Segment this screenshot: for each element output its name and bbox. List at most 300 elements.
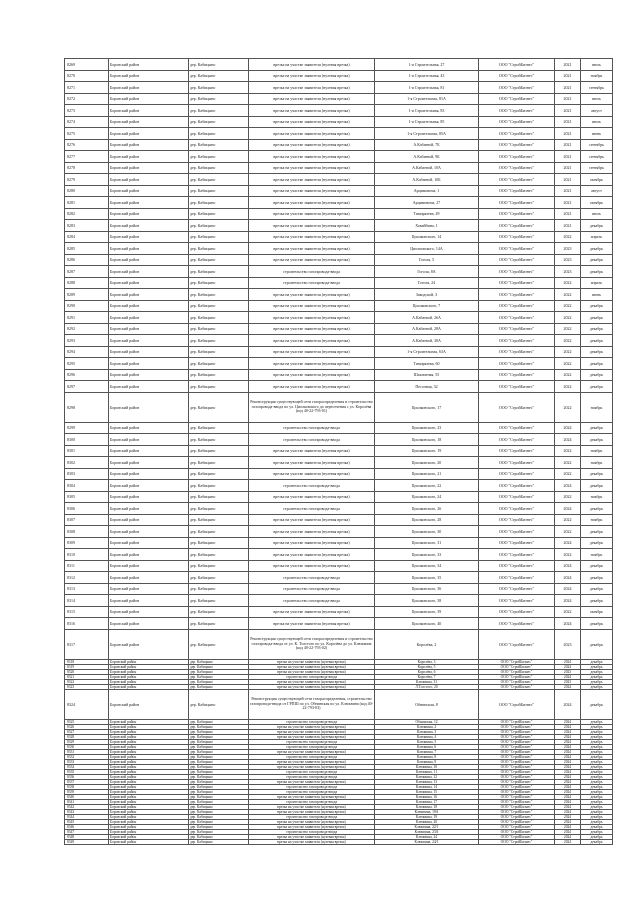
locality-cell: дер. Кабицыно [189, 749, 249, 754]
year-cell: 2024 [555, 774, 581, 779]
contractor-cell: ООО "СтройБизнес" [479, 804, 555, 809]
address-cell: 1-я Строительная, 81 [375, 82, 479, 94]
contractor-cell: ООО "СтройБизнес" [479, 834, 555, 839]
district-cell: Боровский район [109, 572, 189, 584]
contractor-cell: ООО "СтройБизнес" [479, 669, 555, 674]
district-cell: Боровский район [109, 719, 189, 724]
year-cell: 2023 [555, 629, 581, 659]
address-cell: 1-я Строительная, 63А [375, 346, 479, 358]
table-row [65, 208, 613, 220]
month-cell: ноябрь [581, 445, 613, 457]
address-cell: Клюквина, 12 [375, 774, 479, 779]
row-number: 8345 [65, 819, 109, 824]
table-row [65, 335, 613, 347]
locality-cell: дер. Кабицыно [189, 769, 249, 774]
address-cell: Королёва, 3 [375, 659, 479, 664]
contractor-cell: ООО "СтройБизнес" [479, 824, 555, 829]
address-cell: А.Кабаевой, 30А [375, 335, 479, 347]
address-cell: А.Кабаевой, 26А [375, 312, 479, 324]
month-cell: декабрь [581, 674, 613, 679]
work-type-cell: врезка на участке заявителя (нулевая врезка) [249, 335, 375, 347]
month-cell: декабрь [581, 684, 613, 689]
row-number: 8332 [65, 754, 109, 759]
work-type-cell: врезка на участке заявителя (нулевая врезка) [249, 300, 375, 312]
district-cell: Боровский район [109, 764, 189, 769]
row-number: 8305 [65, 491, 109, 503]
row-number: 8279 [65, 174, 109, 186]
work-type-cell: строительство газопровода-ввода [249, 422, 375, 434]
work-type-cell: строительство газопровода-ввода [249, 829, 375, 834]
works-table [64, 58, 613, 845]
district-cell: Боровский район [109, 824, 189, 829]
district-cell: Боровский район [109, 537, 189, 549]
address-cell: Циолковского, 40 [375, 618, 479, 630]
year-cell: 2022 [555, 289, 581, 301]
year-cell: 2024 [555, 422, 581, 434]
district-cell: Боровский район [109, 422, 189, 434]
contractor-cell: ООО "СтройБизнес" [479, 729, 555, 734]
work-type-cell: врезка на участке заявителя (нулевая врезка) [249, 197, 375, 209]
contractor-cell: ООО "СтройБизнес" [479, 139, 555, 151]
work-type-cell: строительство газопровода-ввода [249, 789, 375, 794]
address-cell: Ховайбина, 1 [375, 220, 479, 232]
month-cell: декабрь [581, 734, 613, 739]
work-type-cell: врезка на участке заявителя (нулевая врезка) [249, 729, 375, 734]
row-number: 8327 [65, 729, 109, 734]
address-cell: Циолковского, 22 [375, 480, 479, 492]
district-cell: Боровский район [109, 839, 189, 844]
address-cell: Циолковского, 14А [375, 243, 479, 255]
month-cell: декабрь [581, 814, 613, 819]
row-number: 8336 [65, 774, 109, 779]
table-row [65, 560, 613, 572]
contractor-cell: ООО "СтройБизнес" [479, 809, 555, 814]
work-type-cell: врезка на участке заявителя (нулевая врезка) [249, 82, 375, 94]
work-type-cell: врезка на участке заявителя (нулевая врезка) [249, 724, 375, 729]
year-cell: 2021 [555, 70, 581, 82]
locality-cell: дер. Кабицыно [189, 422, 249, 434]
district-cell: Боровский район [109, 254, 189, 266]
address-cell: Клюквина, 18 [375, 804, 479, 809]
contractor-cell: ООО "СтройБизнес" [479, 266, 555, 278]
row-number: 8334 [65, 764, 109, 769]
year-cell: 2022 [555, 358, 581, 370]
address-cell: Клюквина, 19 [375, 814, 479, 819]
year-cell: 2022 [555, 300, 581, 312]
year-cell: 2023 [555, 243, 581, 255]
work-type-cell: врезка на участке заявителя (нулевая врезка) [249, 819, 375, 824]
address-cell: Гоголя, 8А [375, 266, 479, 278]
year-cell: 2024 [555, 789, 581, 794]
year-cell: 2022 [555, 346, 581, 358]
locality-cell: дер. Кабицыно [189, 174, 249, 186]
work-type-cell: строительство газопровода-ввода [249, 799, 375, 804]
contractor-cell: ООО "СтройБизнес" [479, 243, 555, 255]
month-cell: декабрь [581, 618, 613, 630]
work-type-cell: врезка на участке заявителя (нулевая врезка) [249, 457, 375, 469]
district-cell: Боровский район [109, 754, 189, 759]
month-cell: декабрь [581, 724, 613, 729]
month-cell: октябрь [581, 197, 613, 209]
address-cell: Циолковского, 34 [375, 560, 479, 572]
address-cell: 1-я Строительная, 27 [375, 59, 479, 71]
month-cell: июнь [581, 128, 613, 140]
contractor-cell: ООО "СтройБизнес" [479, 480, 555, 492]
district-cell: Боровский район [109, 116, 189, 128]
month-cell: декабрь [581, 254, 613, 266]
contractor-cell: ООО "СтройБизнес" [479, 689, 555, 719]
row-number: 8289 [65, 289, 109, 301]
district-cell: Боровский район [109, 514, 189, 526]
month-cell: декабрь [581, 779, 613, 784]
month-cell: декабрь [581, 422, 613, 434]
table-row [65, 381, 613, 393]
year-cell: 2024 [555, 834, 581, 839]
district-cell: Боровский район [109, 749, 189, 754]
work-type-cell: строительство газопровода-ввода [249, 674, 375, 679]
locality-cell: дер. Кабицыно [189, 381, 249, 393]
address-cell: Клюквина, 4 [375, 734, 479, 739]
district-cell: Боровский район [109, 674, 189, 679]
row-number: 8325 [65, 719, 109, 724]
district-cell: Боровский район [109, 804, 189, 809]
contractor-cell: ООО "СтройБизнес" [479, 70, 555, 82]
district-cell: Боровский район [109, 323, 189, 335]
row-number: 8269 [65, 59, 109, 71]
locality-cell: дер. Кабицыно [189, 606, 249, 618]
month-cell: декабрь [581, 669, 613, 674]
address-cell: Л.Толстого, 20 [375, 684, 479, 689]
contractor-cell: ООО "СтройБизнес" [479, 734, 555, 739]
row-number: 8270 [65, 70, 109, 82]
row-number: 8280 [65, 185, 109, 197]
row-number: 8293 [65, 335, 109, 347]
district-cell: Боровский район [109, 739, 189, 744]
month-cell: сентябрь [581, 162, 613, 174]
locality-cell: дер. Кабицыно [189, 679, 249, 684]
table-row [65, 346, 613, 358]
row-number: 8341 [65, 799, 109, 804]
year-cell: 2022 [555, 549, 581, 561]
work-type-cell: врезка на участке заявителя (нулевая врезка) [249, 346, 375, 358]
year-cell: 2024 [555, 595, 581, 607]
month-cell: сентябрь [581, 82, 613, 94]
locality-cell: дер. Кабицыно [189, 59, 249, 71]
year-cell: 2024 [555, 804, 581, 809]
work-type-cell: строительство газопровода-ввода [249, 769, 375, 774]
table-row [65, 491, 613, 503]
locality-cell: дер. Кабицыно [189, 595, 249, 607]
district-cell: Боровский район [109, 629, 189, 659]
row-number: 8319 [65, 664, 109, 669]
table-row [65, 457, 613, 469]
year-cell: 2022 [555, 491, 581, 503]
contractor-cell: ООО "СтройБизнес" [479, 674, 555, 679]
work-type-cell: врезка на участке заявителя (нулевая врезка) [249, 70, 375, 82]
locality-cell: дер. Кабицыно [189, 754, 249, 759]
row-number: 8274 [65, 116, 109, 128]
month-cell: декабрь [581, 312, 613, 324]
contractor-cell: ООО "СтройБизнес" [479, 514, 555, 526]
table-row [65, 369, 613, 381]
contractor-cell: ООО "СтройБизнес" [479, 814, 555, 819]
row-number: 8330 [65, 744, 109, 749]
row-number: 8315 [65, 606, 109, 618]
locality-cell: дер. Кабицыно [189, 759, 249, 764]
row-number: 8309 [65, 537, 109, 549]
work-type-cell: Реконструкция существующей сети газораспределения и строительство газопровода-ввода по ул. Циолковского до пересечения с ул. Королёва (код 40-22-793-01) [249, 392, 375, 422]
year-cell: 2024 [555, 664, 581, 669]
district-cell: Боровский район [109, 480, 189, 492]
month-cell: декабрь [581, 369, 613, 381]
month-cell: декабрь [581, 503, 613, 515]
row-number: 8288 [65, 277, 109, 289]
year-cell: 2024 [555, 759, 581, 764]
year-cell: 2024 [555, 434, 581, 446]
district-cell: Боровский район [109, 381, 189, 393]
contractor-cell: ООО "СтройБизнес" [479, 312, 555, 324]
work-type-cell: врезка на участке заявителя (нулевая врезка) [249, 231, 375, 243]
contractor-cell: ООО "СтройБизнес" [479, 381, 555, 393]
district-cell: Боровский район [109, 335, 189, 347]
work-type-cell: врезка на участке заявителя (нулевая врезка) [249, 468, 375, 480]
year-cell: 2022 [555, 369, 581, 381]
district-cell: Боровский район [109, 312, 189, 324]
address-cell: Клюквина, 14 [375, 784, 479, 789]
contractor-cell: ООО "СтройБизнес" [479, 595, 555, 607]
month-cell: декабрь [581, 689, 613, 719]
row-number: 8313 [65, 583, 109, 595]
row-number: 8326 [65, 724, 109, 729]
district-cell: Боровский район [109, 277, 189, 289]
address-cell: Обнинская, 8 [375, 689, 479, 719]
work-type-cell: врезка на участке заявителя (нулевая врезка) [249, 220, 375, 232]
locality-cell: дер. Кабицыно [189, 116, 249, 128]
row-number: 8285 [65, 243, 109, 255]
table-row [65, 266, 613, 278]
row-number: 8278 [65, 162, 109, 174]
year-cell: 2021 [555, 197, 581, 209]
district-cell: Боровский район [109, 724, 189, 729]
work-type-cell: врезка на участке заявителя (нулевая врезка) [249, 59, 375, 71]
month-cell: декабрь [581, 526, 613, 538]
year-cell: 2024 [555, 829, 581, 834]
table-row [65, 549, 613, 561]
locality-cell: дер. Кабицыно [189, 779, 249, 784]
locality-cell: дер. Кабицыно [189, 819, 249, 824]
address-cell: Циолковского, 23 [375, 422, 479, 434]
district-cell: Боровский район [109, 491, 189, 503]
table-row [65, 128, 613, 140]
district-cell: Боровский район [109, 734, 189, 739]
work-type-cell: врезка на участке заявителя (нулевая врезка) [249, 289, 375, 301]
work-type-cell: врезка на участке заявителя (нулевая врезка) [249, 369, 375, 381]
row-number: 8338 [65, 784, 109, 789]
address-cell: Гоголя, 24 [375, 277, 479, 289]
table-row [65, 220, 613, 232]
work-type-cell: врезка на участке заявителя (нулевая врезка) [249, 618, 375, 630]
contractor-cell: ООО "СтройБизнес" [479, 549, 555, 561]
year-cell: 2024 [555, 480, 581, 492]
month-cell: декабрь [581, 335, 613, 347]
month-cell: июнь [581, 289, 613, 301]
district-cell: Боровский район [109, 784, 189, 789]
row-number: 8320 [65, 669, 109, 674]
district-cell: Боровский район [109, 809, 189, 814]
address-cell: 1-я Строительная, 43 [375, 70, 479, 82]
table-row [65, 583, 613, 595]
locality-cell: дер. Кабицыно [189, 537, 249, 549]
district-cell: Боровский район [109, 185, 189, 197]
locality-cell: дер. Кабицыно [189, 491, 249, 503]
locality-cell: дер. Кабицыно [189, 729, 249, 734]
district-cell: Боровский район [109, 82, 189, 94]
year-cell: 2021 [555, 105, 581, 117]
contractor-cell: ООО "СтройБизнес" [479, 618, 555, 630]
locality-cell: дер. Кабицыно [189, 514, 249, 526]
district-cell: Боровский район [109, 346, 189, 358]
work-type-cell: строительство газопровода-ввода [249, 754, 375, 759]
address-cell: Циолковского, 31 [375, 537, 479, 549]
district-cell: Боровский район [109, 93, 189, 105]
district-cell: Боровский район [109, 794, 189, 799]
district-cell: Боровский район [109, 684, 189, 689]
row-number: 8294 [65, 346, 109, 358]
row-number: 8307 [65, 514, 109, 526]
month-cell: декабрь [581, 754, 613, 759]
contractor-cell: ООО "СтройБизнес" [479, 629, 555, 659]
locality-cell: дер. Кабицыно [189, 231, 249, 243]
row-number: 8339 [65, 789, 109, 794]
month-cell: декабрь [581, 774, 613, 779]
locality-cell: дер. Кабицыно [189, 526, 249, 538]
row-number: 8282 [65, 208, 109, 220]
year-cell: 2024 [555, 739, 581, 744]
work-type-cell: врезка на участке заявителя (нулевая врезка) [249, 151, 375, 163]
work-type-cell: врезка на участке заявителя (нулевая врезка) [249, 526, 375, 538]
district-cell: Боровский район [109, 59, 189, 71]
year-cell: 2021 [555, 151, 581, 163]
row-number: 8283 [65, 220, 109, 232]
contractor-cell: ООО "СтройБизнес" [479, 468, 555, 480]
year-cell: 2021 [555, 59, 581, 71]
district-cell: Боровский район [109, 162, 189, 174]
month-cell: октябрь [581, 174, 613, 186]
row-number: 8349 [65, 839, 109, 844]
year-cell: 2023 [555, 679, 581, 684]
district-cell: Боровский район [109, 220, 189, 232]
year-cell: 2022 [555, 231, 581, 243]
row-number: 8273 [65, 105, 109, 117]
work-type-cell: врезка на участке заявителя (нулевая врезка) [249, 243, 375, 255]
row-number: 8287 [65, 266, 109, 278]
year-cell: 2024 [555, 659, 581, 664]
row-number: 8300 [65, 434, 109, 446]
year-cell: 2024 [555, 560, 581, 572]
district-cell: Боровский район [109, 105, 189, 117]
address-cell: Циолковского, 21 [375, 468, 479, 480]
row-number: 8329 [65, 739, 109, 744]
address-cell: Клюквина, 16 [375, 794, 479, 799]
locality-cell: дер. Кабицыно [189, 208, 249, 220]
table-row [65, 185, 613, 197]
year-cell: 2021 [555, 220, 581, 232]
address-cell: Циолковского, 33 [375, 549, 479, 561]
address-cell: Клюквина, 7 [375, 749, 479, 754]
year-cell: 2024 [555, 729, 581, 734]
table-row [65, 358, 613, 370]
month-cell: декабрь [581, 243, 613, 255]
locality-cell: дер. Кабицыно [189, 839, 249, 844]
district-cell: Боровский район [109, 174, 189, 186]
district-cell: Боровский район [109, 769, 189, 774]
year-cell: 2022 [555, 381, 581, 393]
locality-cell: дер. Кабицыно [189, 392, 249, 422]
row-number: 8306 [65, 503, 109, 515]
row-number: 8281 [65, 197, 109, 209]
contractor-cell: ООО "СтройБизнес" [479, 289, 555, 301]
work-type-cell: строительство газопровода-ввода [249, 814, 375, 819]
contractor-cell: ООО "СтройБизнес" [479, 491, 555, 503]
year-cell: 2024 [555, 769, 581, 774]
contractor-cell: ООО "СтройБизнес" [479, 369, 555, 381]
month-cell: декабрь [581, 784, 613, 789]
address-cell: Королёва, 7 [375, 674, 479, 679]
district-cell: Боровский район [109, 744, 189, 749]
table-row [65, 422, 613, 434]
table-row [65, 618, 613, 630]
work-type-cell: строительство газопровода-ввода [249, 480, 375, 492]
table-row [65, 689, 613, 719]
address-cell: А.Кабаевой, 28А [375, 323, 479, 335]
contractor-cell: ООО "СтройБизнес" [479, 789, 555, 794]
table-row [65, 231, 613, 243]
contractor-cell: ООО "СтройБизнес" [479, 128, 555, 140]
address-cell: Клюквина, 5 [375, 739, 479, 744]
row-number: 8337 [65, 779, 109, 784]
locality-cell: дер. Кабицыно [189, 824, 249, 829]
address-cell: Циолковского, 26 [375, 503, 479, 515]
district-cell: Боровский район [109, 139, 189, 151]
row-number: 8346 [65, 824, 109, 829]
table-row [65, 254, 613, 266]
table-row [65, 323, 613, 335]
row-number: 8316 [65, 618, 109, 630]
month-cell: ноябрь [581, 491, 613, 503]
address-cell: Клюквина, 23А [375, 829, 479, 834]
locality-cell: дер. Кабицыно [189, 300, 249, 312]
work-type-cell: врезка на участке заявителя (нулевая врезка) [249, 606, 375, 618]
locality-cell: дер. Кабицыно [189, 289, 249, 301]
month-cell: декабрь [581, 819, 613, 824]
year-cell: 2024 [555, 689, 581, 719]
contractor-cell: ООО "СтройБизнес" [479, 724, 555, 729]
work-type-cell: врезка на участке заявителя (нулевая врезка) [249, 809, 375, 814]
year-cell: 2024 [555, 814, 581, 819]
contractor-cell: ООО "СтройБизнес" [479, 794, 555, 799]
row-number: 8323 [65, 684, 109, 689]
address-cell: Циолковского, 24 [375, 491, 479, 503]
year-cell: 2022 [555, 312, 581, 324]
address-cell: Циолковского, 19 [375, 445, 479, 457]
contractor-cell: ООО "СтройБизнес" [479, 759, 555, 764]
locality-cell: дер. Кабицыно [189, 82, 249, 94]
contractor-cell: ООО "СтройБизнес" [479, 220, 555, 232]
row-number: 8344 [65, 814, 109, 819]
year-cell: 2021 [555, 116, 581, 128]
table-row [65, 434, 613, 446]
work-type-cell: врезка на участке заявителя (нулевая врезка) [249, 659, 375, 664]
